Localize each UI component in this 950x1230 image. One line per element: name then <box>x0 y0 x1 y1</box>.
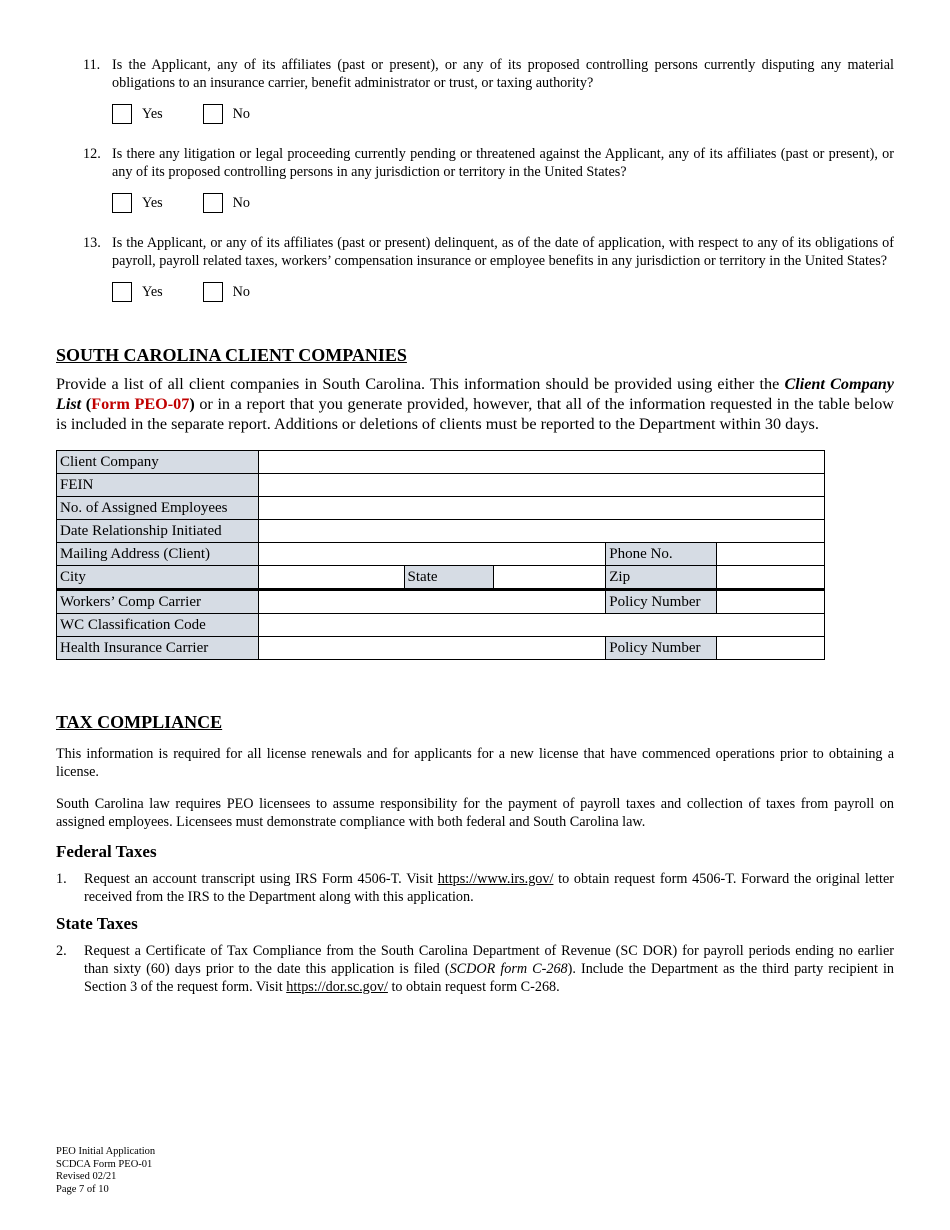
assigned-employees-field[interactable] <box>258 497 824 520</box>
table-row <box>57 497 825 520</box>
yes-label: Yes <box>142 194 163 211</box>
question-11 <box>56 56 894 92</box>
wc-carrier-field[interactable] <box>258 590 605 614</box>
yes-checkbox[interactable] <box>112 104 132 124</box>
mailing-address-label: Mailing Address (Client) <box>57 543 259 566</box>
table-row <box>57 566 825 590</box>
phone-field[interactable] <box>717 543 825 566</box>
no-label: No <box>232 194 250 211</box>
state-taxes-item <box>56 942 894 996</box>
table-row <box>57 637 825 660</box>
health-carrier-label: Health Insurance Carrier <box>57 637 259 660</box>
footer-line: SCDCA Form PEO-01 <box>56 1158 153 1170</box>
state-taxes-heading: State Taxes <box>56 914 138 933</box>
federal-taxes-item <box>56 870 894 906</box>
date-initiated-field[interactable] <box>258 520 824 543</box>
policy-number-field[interactable] <box>717 637 825 660</box>
yes-checkbox[interactable] <box>112 282 132 302</box>
client-company-list-title: Client Company List <box>56 375 894 413</box>
question-number: 12. <box>83 146 101 162</box>
assigned-employees-label: No. of Assigned Employees <box>57 497 259 520</box>
intro-text: Provide a list of all client companies in South Carolina. This information should be provided using either the <box>56 375 785 393</box>
question-13 <box>56 234 894 270</box>
wc-code-field[interactable] <box>258 614 824 637</box>
zip-field[interactable] <box>717 566 825 590</box>
table-row <box>57 543 825 566</box>
paren-open: ( <box>81 395 92 413</box>
footer-line: Revised 02/21 <box>56 1171 117 1182</box>
wc-code-label: WC Classification Code <box>57 614 259 637</box>
no-checkbox[interactable] <box>203 282 223 302</box>
table-row <box>57 614 825 637</box>
no-checkbox[interactable] <box>203 193 223 213</box>
federal-taxes-heading: Federal Taxes <box>56 842 157 861</box>
city-label: City <box>57 566 259 590</box>
state-label: State <box>404 566 494 590</box>
policy-number-label: Policy Number <box>606 590 717 614</box>
table-row <box>57 451 825 474</box>
question-13-answers <box>112 282 894 302</box>
footer-line: PEO Initial Application <box>56 1146 156 1157</box>
page-number: Page 7 of 10 <box>56 1183 109 1195</box>
item-text: Request an account transcript using IRS Form 4506-T. Visit <box>84 871 438 887</box>
question-text: Is the Applicant, or any of its affiliates (past or present) delinquent, as of the date of application, with respect to any of its obligations of payroll, payroll related taxes, workers’ compensation insurance or employee benefits in any jurisdiction or territory in the United States? <box>112 235 894 269</box>
yes-label: Yes <box>142 105 163 122</box>
intro-text-continued: or in a report that you generate provided, however, that all of the information requested in the table below is included in the separate report. Additions or deletions of clients must be reported to the Department within 30 days. <box>56 395 894 433</box>
irs-link[interactable]: https://www.irs.gov/ <box>437 871 554 887</box>
paren-close: ) <box>189 395 195 413</box>
item-text-continued: ). Include the Department as the third party recipient in Section 3 of the request form. Visit <box>84 961 894 995</box>
item-text-end: to obtain request form C-268. <box>387 979 560 995</box>
date-initiated-label: Date Relationship Initiated <box>57 520 259 543</box>
policy-number-label: Policy Number <box>606 637 717 660</box>
question-12 <box>56 145 894 181</box>
question-text: Is there any litigation or legal proceeding currently pending or threatened against the Applicant, any of its affiliates (past or present), or any of its proposed controlling persons in any jurisdiction or territory in the United States? <box>112 146 894 180</box>
mailing-address-field[interactable] <box>258 543 605 566</box>
question-11-answers <box>112 104 894 124</box>
table-row <box>57 590 825 614</box>
no-checkbox[interactable] <box>203 104 223 124</box>
item-number: 2. <box>56 943 67 959</box>
question-number: 13. <box>83 235 101 251</box>
state-field[interactable] <box>494 566 606 590</box>
health-carrier-field[interactable] <box>258 637 605 660</box>
document-page <box>56 56 894 996</box>
table-row <box>57 520 825 543</box>
clients-intro <box>56 374 894 434</box>
city-field[interactable] <box>258 566 404 590</box>
yes-label: Yes <box>142 283 163 300</box>
phone-label: Phone No. <box>606 543 717 566</box>
page-footer <box>56 1146 155 1196</box>
clients-section-heading: SOUTH CAROLINA CLIENT COMPANIES <box>56 345 407 365</box>
table-row <box>57 474 825 497</box>
tax-section-heading: TAX COMPLIANCE <box>56 712 223 732</box>
client-company-label: Client Company <box>57 451 259 474</box>
item-text: Request a Certificate of Tax Compliance from the South Carolina Department of Revenue (SC DOR) for payroll periods ending no earlier than sixty (60) days prior to the date this application is filed ( <box>84 943 894 977</box>
fein-label: FEIN <box>57 474 259 497</box>
item-number: 1. <box>56 871 67 887</box>
scdor-link[interactable]: https://dor.sc.gov/ <box>286 979 388 995</box>
question-12-answers <box>112 193 894 213</box>
yes-checkbox[interactable] <box>112 193 132 213</box>
question-text: Is the Applicant, any of its affiliates (past or present), or any of its proposed controlling persons currently disputing any material obligations to an insurance carrier, benefit administrator or trust, or taxing authority? <box>112 57 894 91</box>
no-label: No <box>232 105 250 122</box>
tax-paragraph-2: South Carolina law requires PEO licensees to assume responsibility for the payment of payroll taxes and collection of taxes from payroll on assigned employees. Licensees must demonstrate compliance with both federal and South Carolina law. <box>56 796 894 830</box>
client-company-table <box>56 450 825 660</box>
no-label: No <box>232 283 250 300</box>
form-reference: Form PEO-07 <box>91 395 190 413</box>
zip-label: Zip <box>606 566 717 590</box>
question-number: 11. <box>83 57 101 73</box>
fein-field[interactable] <box>258 474 824 497</box>
policy-number-field[interactable] <box>717 590 825 614</box>
client-company-field[interactable] <box>258 451 824 474</box>
item-text-continued: to obtain request form 4506-T. Forward the original letter received from the IRS to the Department along with this application. <box>84 871 894 905</box>
wc-carrier-label: Workers’ Comp Carrier <box>57 590 259 614</box>
scdor-form-title: SCDOR form C-268 <box>449 961 568 977</box>
tax-paragraph-1: This information is required for all license renewals and for applicants for a new license that have commenced operations prior to obtaining a license. <box>56 746 894 780</box>
